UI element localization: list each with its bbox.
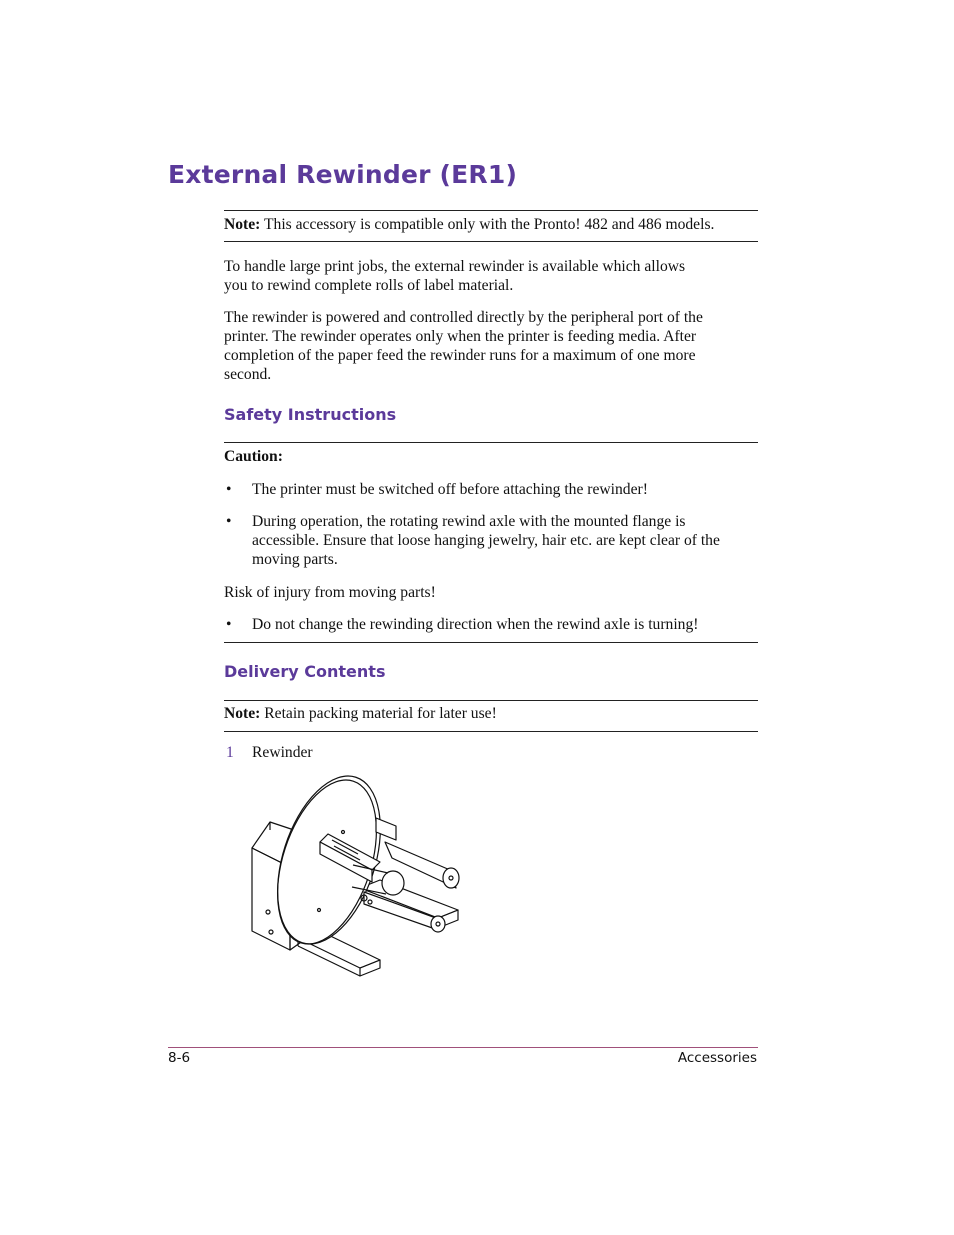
intro-paragraph-2: [224, 308, 764, 384]
delivery-note-rule-bottom: [224, 731, 758, 732]
bullet-text: The printer must be switched off before attaching the rewinder!: [252, 481, 648, 498]
footer-page-number: 8-6: [168, 1050, 191, 1066]
delivery-heading: Delivery Contents: [224, 662, 386, 681]
safety-rule-top: [224, 442, 758, 443]
caution-label: Caution:: [224, 448, 283, 465]
note-text: This accessory is compatible only with the Pronto! 482 and 486 models.: [260, 216, 715, 233]
risk-text: Risk of injury from moving parts!: [224, 584, 436, 601]
footer-rule: [168, 1047, 758, 1048]
delivery-note: [224, 704, 764, 723]
intro-line: second.: [224, 366, 272, 383]
intro-line: printer. The rewinder operates only when the printer is feeding media. After: [224, 328, 697, 345]
note-label: Note:: [224, 216, 261, 233]
intro-paragraph-1: [224, 257, 764, 295]
rewinder-illustration: [240, 770, 470, 1000]
footer-section: Accessories: [677, 1050, 757, 1066]
bullet-marker: •: [226, 481, 232, 498]
note-compatibility: [224, 215, 764, 234]
intro-line: you to rewind complete rolls of label material.: [224, 277, 514, 294]
delivery-note-rule-top: [224, 700, 758, 701]
note-rule-bottom: [224, 241, 758, 242]
bullet-text: During operation, the rotating rewind axle with the mounted flange is accessible. Ensure that loose hanging jewelry, hair etc. are kept clear of the moving parts.: [252, 513, 720, 568]
note-text: Retain packing material for later use!: [260, 705, 497, 722]
bullet-marker: •: [226, 616, 232, 633]
bullet-marker: •: [226, 513, 232, 530]
note-label: Note:: [224, 705, 261, 722]
note-rule-top: [224, 210, 758, 211]
bullet-text: Do not change the rewinding direction when the rewind axle is turning!: [252, 616, 699, 633]
intro-line: The rewinder is powered and controlled directly by the peripheral port of the: [224, 309, 703, 326]
intro-line: To handle large print jobs, the external rewinder is available which allows: [224, 258, 686, 275]
safety-heading: Safety Instructions: [224, 405, 397, 424]
item-number: 1: [226, 744, 234, 761]
intro-line: completion of the paper feed the rewinder runs for a maximum of one more: [224, 347, 696, 364]
safety-rule-bottom: [224, 642, 758, 643]
page-title: External Rewinder (ER1): [168, 160, 518, 189]
item-label: Rewinder: [252, 744, 313, 761]
